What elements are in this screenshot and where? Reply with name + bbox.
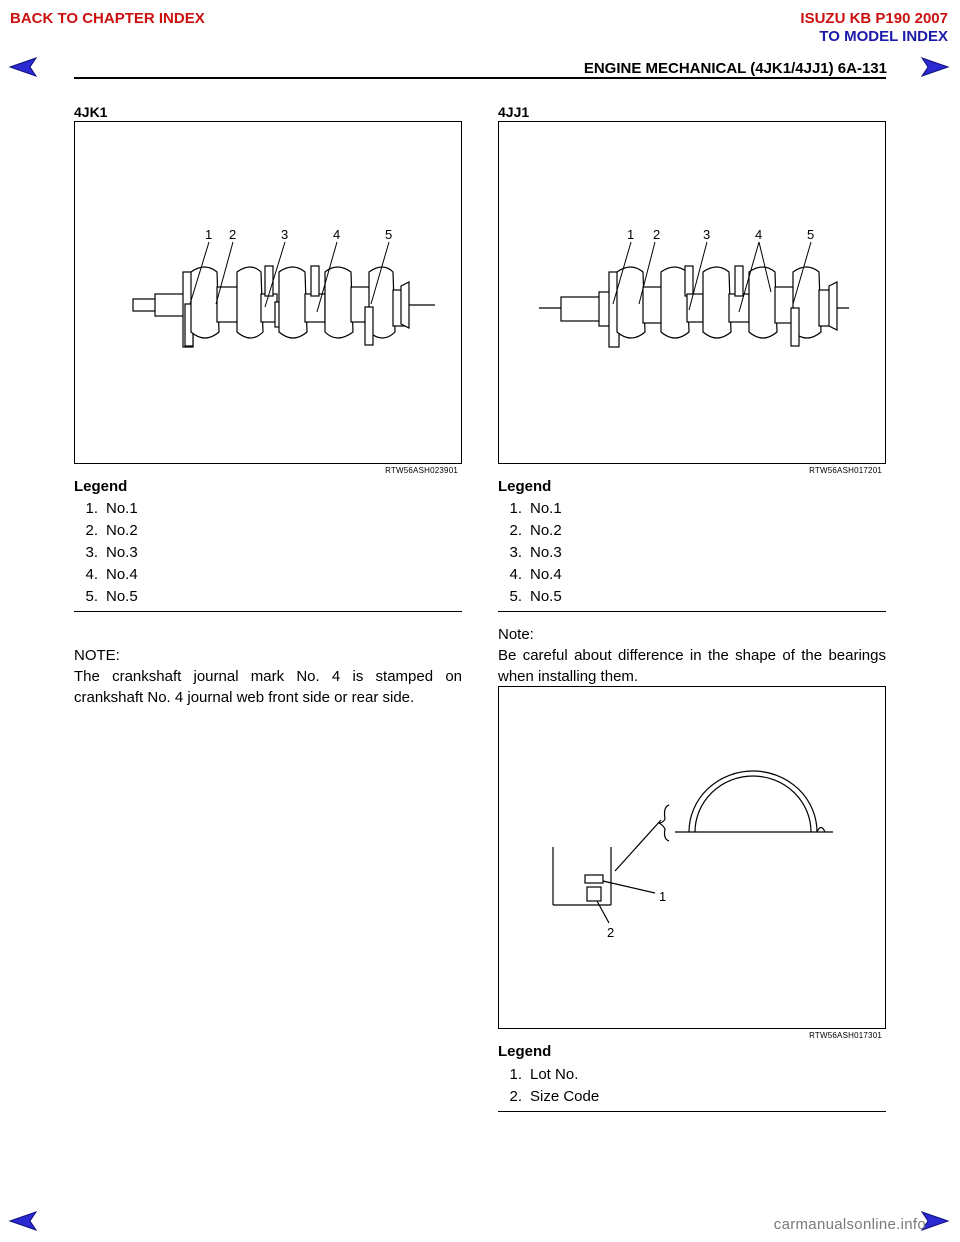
- arrow-left-icon[interactable]: [8, 56, 38, 78]
- list-item: 2. No.2: [85, 522, 138, 539]
- callout-5: 5: [807, 227, 815, 242]
- note-left: [74, 645, 462, 708]
- legend-title-right: Legend: [498, 478, 552, 495]
- legend-list-right: [498, 498, 878, 608]
- crankshaft-drawing: [75, 122, 461, 463]
- list-item: 4. No.4: [85, 566, 138, 583]
- callout-5: 5: [385, 227, 393, 242]
- callout-1: 1: [627, 227, 635, 242]
- callout-4: 4: [755, 227, 763, 242]
- callout-3: 3: [703, 227, 711, 242]
- list-item: 1. No.1: [509, 500, 562, 517]
- legend-title-left: Legend: [74, 478, 128, 495]
- arrow-right-icon[interactable]: [920, 56, 950, 78]
- crankshaft-drawing: [499, 122, 885, 463]
- bearing-figure: [498, 686, 886, 1029]
- legend-rule-right: [498, 611, 886, 612]
- legend-list-left: [74, 498, 454, 608]
- note-text: The crankshaft journal mark No. 4 is stamped on crankshaft No. 4 journal web front side or rear side.: [74, 668, 462, 706]
- crankshaft-figure-4jk1: [74, 121, 462, 464]
- crankshaft-figure-4jj1: [498, 121, 886, 464]
- to-model-index-link[interactable]: TO MODEL INDEX: [819, 28, 948, 45]
- figure-code-bearing: RTW56ASH017301: [809, 1031, 882, 1040]
- note-label: NOTE:: [74, 647, 120, 664]
- figure-code-4jk1: RTW56ASH023901: [385, 466, 458, 475]
- callout-1: 1: [205, 227, 213, 242]
- page-header-title: ENGINE MECHANICAL (4JK1/4JJ1) 6A-131: [583, 60, 887, 77]
- model-title: ISUZU KB P190 2007: [800, 10, 948, 27]
- section-title-4jk1: 4JK1: [74, 104, 108, 120]
- callout-3: 3: [281, 227, 289, 242]
- callout-size-code: 2: [607, 925, 615, 940]
- callout-2: 2: [653, 227, 661, 242]
- callout-2: 2: [229, 227, 237, 242]
- section-title-4jj1: 4JJ1: [498, 104, 530, 120]
- list-item: 5. No.5: [85, 588, 138, 605]
- list-item: 3. No.3: [509, 544, 562, 561]
- bearing-drawing: [499, 687, 885, 1028]
- note-text: Be careful about difference in the shape of the bearings when installing them.: [498, 647, 886, 685]
- legend-rule-left: [74, 611, 462, 612]
- list-item: 5. No.5: [509, 588, 562, 605]
- watermark: carmanualsonline.info: [773, 1216, 926, 1233]
- list-item: 2. No.2: [509, 522, 562, 539]
- legend-rule-bearing: [498, 1111, 886, 1112]
- list-item: 3. No.3: [85, 544, 138, 561]
- callout-lot-no: 1: [659, 889, 667, 904]
- list-item: 4. No.4: [509, 566, 562, 583]
- note-label: Note:: [498, 626, 534, 643]
- list-item: 1. Lot No.: [509, 1066, 579, 1083]
- list-item: 2. Size Code: [509, 1088, 600, 1105]
- legend-list-bearing: [498, 1064, 878, 1108]
- legend-title-bearing: Legend: [498, 1043, 552, 1060]
- callout-4: 4: [333, 227, 341, 242]
- note-right: [498, 624, 886, 687]
- header-rule: [74, 77, 886, 79]
- arrow-left-icon[interactable]: [8, 1210, 38, 1232]
- list-item: 1. No.1: [85, 500, 138, 517]
- figure-code-4jj1: RTW56ASH017201: [809, 466, 882, 475]
- back-to-chapter-link[interactable]: BACK TO CHAPTER INDEX: [10, 10, 205, 27]
- model-index-block: [800, 10, 948, 46]
